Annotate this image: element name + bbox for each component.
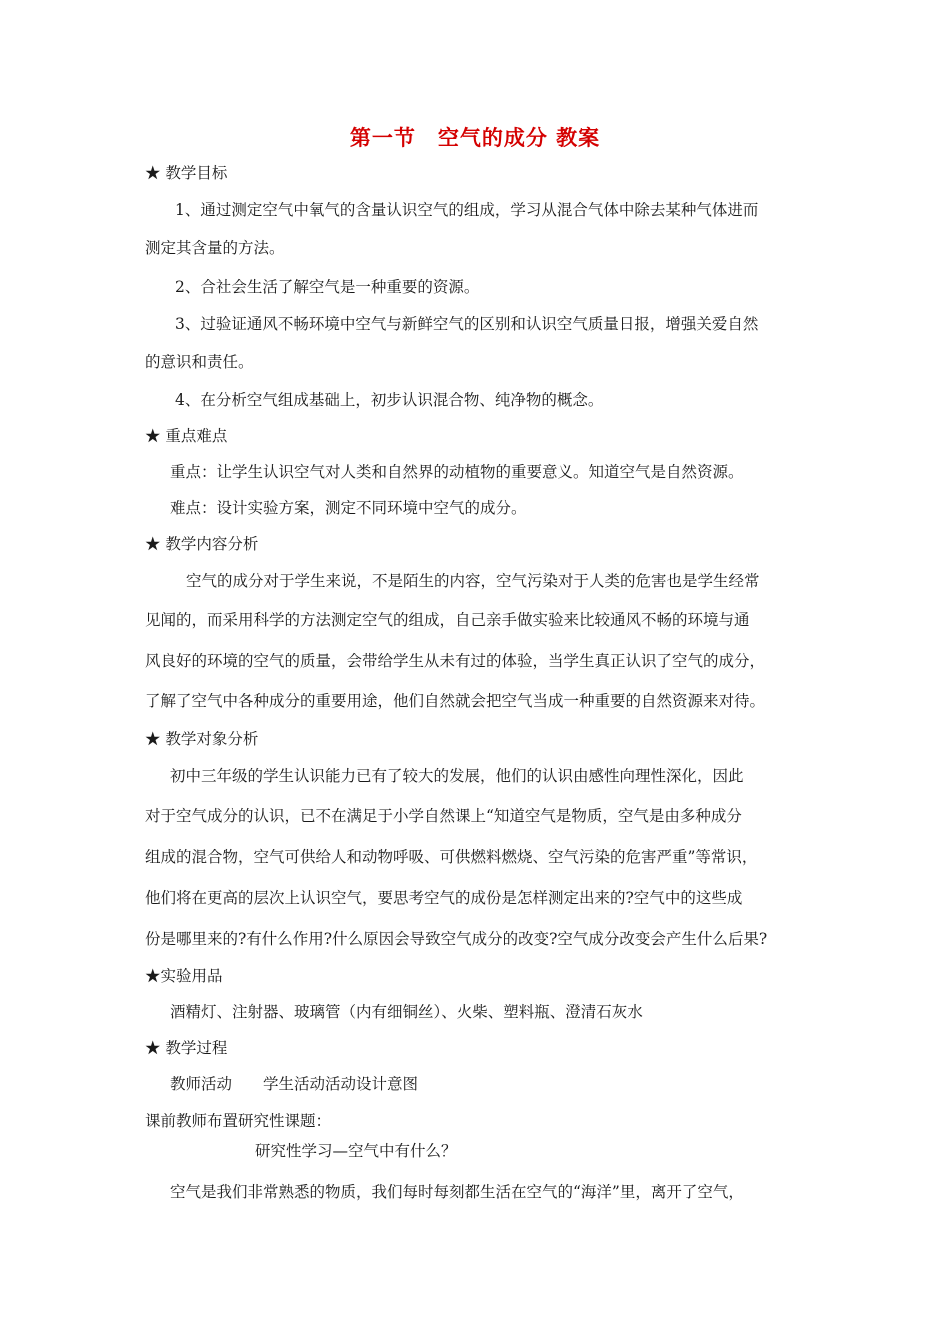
- students-line-1: 初中三年级的学生认识能力已有了较大的发展，他们的认识由感性向理性深化，因此: [170, 767, 744, 785]
- heading-materials: ★实验用品: [145, 967, 223, 985]
- heading-content-analysis: ★ 教学内容分析: [145, 535, 259, 553]
- process-pre-class: 课前教师布置研究性课题：: [145, 1112, 332, 1130]
- goal-2: 2、合社会生活了解空气是一种重要的资源。: [175, 278, 480, 296]
- content-line-1: 空气的成分对于学生来说，不是陌生的内容，空气污染对于人类的危害也是学生经常: [186, 572, 760, 590]
- students-line-5: 份是哪里来的?有什么作用?什么原因会导致空气成分的改变?空气成分改变会产生什么后果?: [145, 930, 768, 948]
- heading-student-analysis: ★ 教学对象分析: [145, 730, 259, 748]
- document-title: 第一节 空气的成分 教案: [349, 126, 601, 150]
- students-line-4: 他们将在更高的层次上认识空气，要思考空气的成份是怎样测定出来的?空气中的这些成: [145, 889, 743, 907]
- goal-3-line-2: 的意识和责任。: [145, 353, 254, 371]
- students-line-3: 组成的混合物，空气可供给人和动物呼吸、可供燃料燃烧、空气污染的危害严重”等常识，: [145, 848, 758, 866]
- materials-list: 酒精灯、注射器、玻璃管（内有细铜丝）、火柴、塑料瓶、澄清石灰水: [170, 1003, 643, 1021]
- content-line-2: 见闻的，而采用科学的方法测定空气的组成，自己亲手做实验来比较通风不畅的环境与通: [145, 611, 750, 629]
- difficult-point: 难点：设计实验方案，测定不同环境中空气的成分。: [170, 499, 527, 517]
- process-intro: 空气是我们非常熟悉的物质，我们每时每刻都生活在空气的“海洋”里，离开了空气，: [170, 1183, 744, 1201]
- goal-3-line-1: 3、过验证通风不畅环境中空气与新鲜空气的区别和认识空气质量日报，增强关爱自然: [175, 315, 759, 333]
- content-line-3: 风良好的环境的空气的质量，会带给学生从未有过的体验，当学生真正认识了空气的成分，: [145, 652, 766, 670]
- key-point: 重点：让学生认识空气对人类和自然界的动植物的重要意义。知道空气是自然资源。: [170, 463, 744, 481]
- goal-4: 4、在分析空气组成基础上，初步认识混合物、纯净物的概念。: [175, 391, 604, 409]
- heading-key-points: ★ 重点难点: [145, 427, 228, 445]
- heading-teaching-process: ★ 教学过程: [145, 1039, 228, 1057]
- goal-1-line-2: 测定其含量的方法。: [145, 239, 285, 257]
- process-research-topic: 研究性学习—空气中有什么？: [255, 1142, 457, 1160]
- heading-teaching-goals: ★ 教学目标: [145, 164, 228, 182]
- students-line-2: 对于空气成分的认识，已不在满足于小学自然课上“知道空气是物质，空气是由多种成分: [145, 807, 742, 825]
- process-columns: 教师活动 学生活动活动设计意图: [170, 1075, 419, 1093]
- goal-1-line-1: 1、通过测定空气中氧气的含量认识空气的组成，学习从混合气体中除去某种气体进而: [175, 201, 759, 219]
- content-line-4: 了解了空气中各种成分的重要用途，他们自然就会把空气当成一种重要的自然资源来对待。: [145, 692, 766, 710]
